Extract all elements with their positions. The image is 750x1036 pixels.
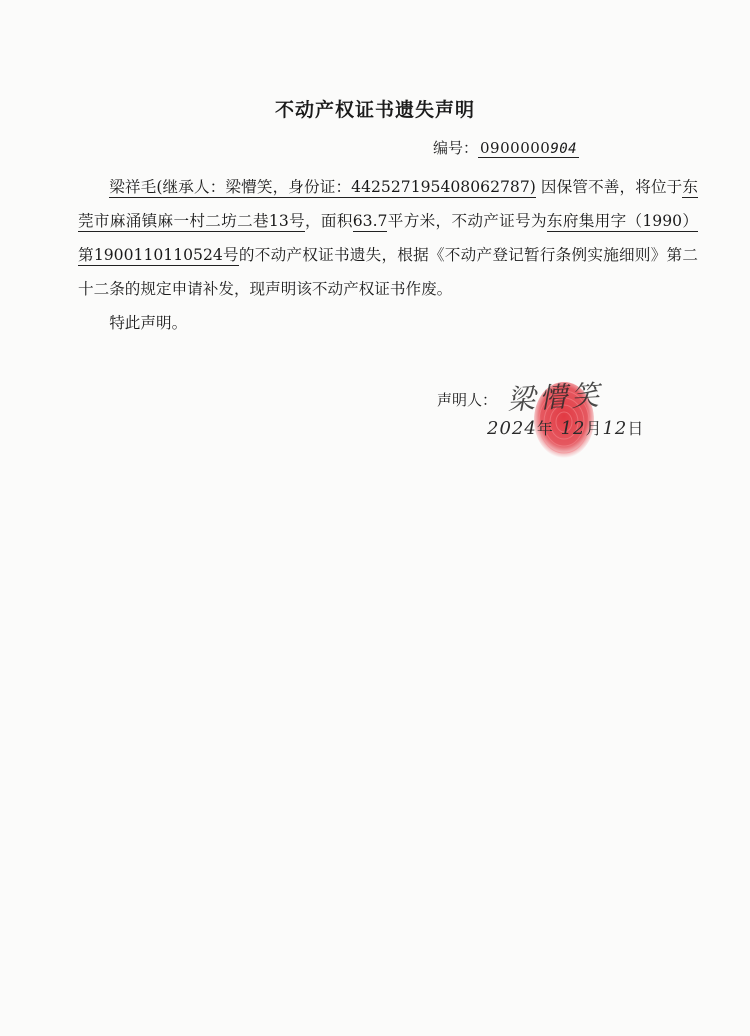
closing-text: 特此声明。 <box>109 314 188 332</box>
property-address: 东莞市麻涌镇麻一村二坊二巷13号 <box>78 178 698 230</box>
declaration-body <box>78 170 698 340</box>
serial-printed: 0900000 <box>480 139 551 157</box>
date-day-char: 日 <box>627 419 645 438</box>
declarant-label: 声明人： <box>437 391 498 409</box>
serial-label: 编号： <box>433 139 479 157</box>
date-year: 2024 <box>487 418 537 439</box>
date-year-char: 年 <box>536 419 554 438</box>
text-segment: ，面积 <box>305 212 353 230</box>
signature-block <box>437 380 697 460</box>
declaration-paragraph <box>78 170 698 306</box>
serial-number <box>433 137 579 158</box>
text-segment: 因保管不善，将位于 <box>535 178 683 196</box>
date-month-char: 月 <box>585 419 603 438</box>
owner-info: 梁祥毛(继承人：梁懵笑，身份证：442527195408062787) <box>109 178 536 196</box>
date-month: 12 <box>560 418 586 439</box>
serial-handwritten: 904 <box>550 141 578 157</box>
text-segment: 的不动产权证书遗失，根据《不动产登记暂行条例实施细则》第二十二条的规定申请补发，现声明该不动产权证书作废。 <box>78 246 698 298</box>
document-title: 不动产权证书遗失声明 <box>274 99 475 121</box>
text-segment: 平方米，不动产证号为 <box>387 212 547 230</box>
certificate-number: 东府集用字（1990）第1900110110524号 <box>78 212 698 264</box>
serial-value <box>478 139 579 158</box>
date-day: 12 <box>602 418 628 439</box>
handwritten-signature: 梁懵笑 <box>506 378 604 417</box>
property-area: 63.7 <box>352 212 388 230</box>
signature-date <box>487 416 644 439</box>
